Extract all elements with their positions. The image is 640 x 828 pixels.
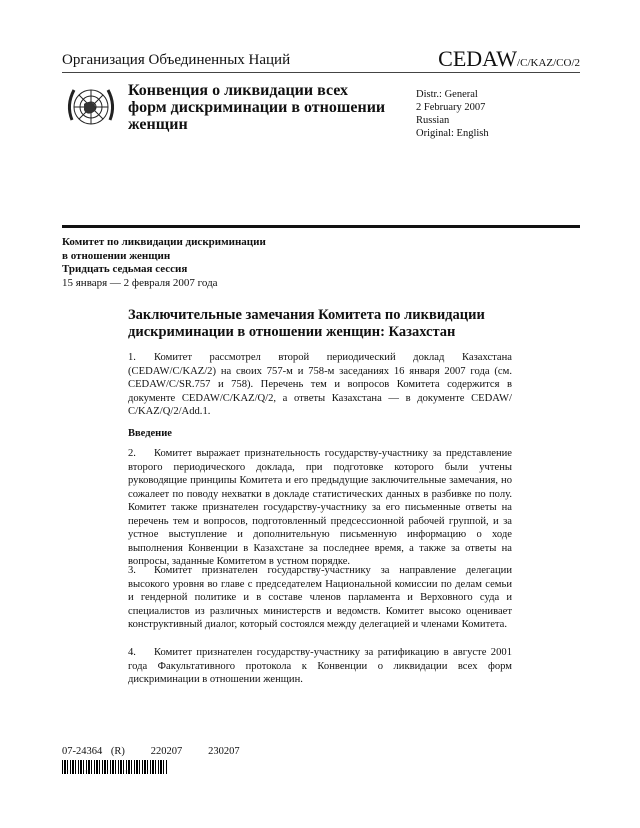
session-dates: 15 января — 2 февраля 2007 года xyxy=(62,276,218,289)
paragraph-number: 3. xyxy=(128,565,136,576)
committee-name-line2: в отношении женщин xyxy=(62,249,171,262)
paragraph-1 xyxy=(128,351,512,419)
paragraph-text: Комитет признателен государству-участнику за направление делегации высокого уровня во главе с председателем Национальной комиссии по делам семьи и гендерной политике и в составе членов парламента и Верховного суда и специалистов из различных министерств и ведомств. Комитет высоко оценивает конструктивный диалог, который состоялся между делегацией и членами Комитета. xyxy=(128,565,512,630)
paragraph-number: 4. xyxy=(128,647,136,658)
symbol-main: CEDAW xyxy=(438,46,518,71)
paragraph-2 xyxy=(128,447,512,569)
paragraph-number: 2. xyxy=(128,448,136,459)
header-divider xyxy=(62,72,580,73)
job-number: 07-24364 (R) 220207 230207 xyxy=(62,746,240,757)
distribution: Distr.: General xyxy=(416,89,478,100)
date: 2 February 2007 xyxy=(416,102,486,113)
un-emblem-icon xyxy=(64,80,118,134)
original-language: Original: English xyxy=(416,128,489,139)
paragraph-3 xyxy=(128,564,512,632)
intro-heading: Введение xyxy=(128,428,172,439)
paragraph-number: 1. xyxy=(128,352,136,363)
committee-name-line1: Комитет по ликвидации дискриминации xyxy=(62,236,266,248)
paragraph-text: Комитет рассмотрел второй периодический доклад Казахстана (CEDAW/C/KAZ/2) на своих 757-м и 758-м заседаниях 16 января 2007 года (см. CEDAW/C/SR.757 и 758). Перечень тем и вопросов Комитета содержится в документе CEDAW/C/KAZ/Q/2, а ответы Казахстана — в документе CEDAW/ C/KAZ/Q/2/Add.1. xyxy=(128,352,512,417)
convention-title: Конвенция о ликвидации всех форм дискриминации в отношении женщин xyxy=(128,82,386,133)
document-title: Заключительные замечания Комитета по ликвидации дискриминации в отношении женщин: Казахстан xyxy=(128,307,485,340)
paragraph-4 xyxy=(128,646,512,687)
paragraph-text: Комитет выражает признательность государству-участнику за представление второго периодического доклада, при подготовке которого были учтены руководящие принципы Комитета и его предыдущие заключительные замечания, но сожалеет по поводу нехватки в докладе статистических данных в разбивке по полу. Комитет также признателен государству-участнику за его письменные ответы на перечень тем и вопросов, подготовленный предсессионной рабочей группой, и за устное выступление и дополнительную письменную информацию о ходе выполнения Конвенции в Казахстане за последнее время, а также за ответы на вопросы, заданные Комитетом в устном порядке. xyxy=(128,448,512,567)
paragraph-text: Комитет признателен государству-участнику за ратификацию в августе 2001 года Факультативного протокола к Конвенции о ликвидации всех форм дискриминации в отношении женщин. xyxy=(128,647,512,685)
session: Тридцать седьмая сессия xyxy=(62,263,188,275)
language: Russian xyxy=(416,115,450,126)
distribution-info xyxy=(416,88,489,140)
symbol-suffix: /C/KAZ/CO/2 xyxy=(517,57,580,69)
barcode xyxy=(62,760,168,774)
organization-name: Организация Объединенных Наций xyxy=(62,52,291,68)
section-divider xyxy=(62,225,580,228)
committee-info xyxy=(62,236,266,290)
document-symbol xyxy=(438,46,580,72)
